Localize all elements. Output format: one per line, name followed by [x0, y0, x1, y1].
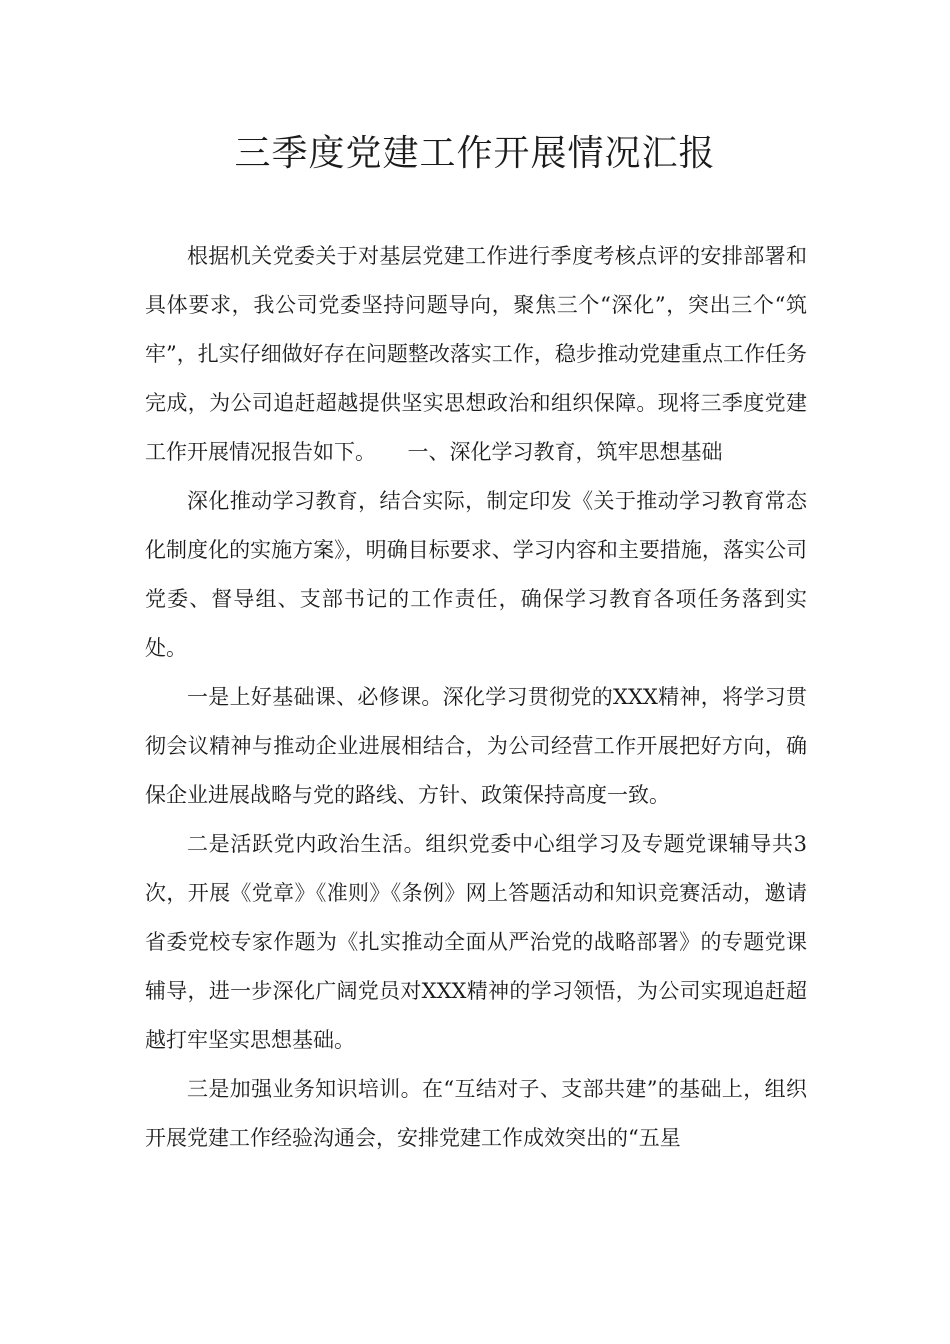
paragraph-point-two: 二是活跃党内政治生活。组织党委中心组学习及专题党课辅导共3次，开展《党章》《准则》《条例》网上答题活动和知识竞赛活动，邀请省委党校专家作题为《扎实推动全面从严治党的战略部署》的专题党课辅导，进一步深化广阔党员对XXX精神的学习领悟，为公司实现追赶超越打牢坚实思想基础。	[145, 832, 807, 1052]
document-body	[145, 232, 807, 1163]
paragraph-intro: 根据机关党委关于对基层党建工作进行季度考核点评的安排部署和具体要求，我公司党委坚持问题导向，聚焦三个“深化”，突出三个“筑牢”，扎实仔细做好存在问题整改落实工作，稳步推动党建重点工作任务完成，为公司追赶超越提供坚实思想政治和组织保障。现将三季度党建工作开展情况报告如下。 一、深化学习教育，筑牢思想基础	[145, 244, 807, 464]
document-title: 三季度党建工作开展情况汇报	[234, 133, 716, 174]
paragraph-study-education: 深化推动学习教育，结合实际，制定印发《关于推动学习教育常态化制度化的实施方案》，明确目标要求、学习内容和主要措施，落实公司党委、督导组、支部书记的工作责任，确保学习教育各项任务落到实处。	[145, 489, 807, 660]
paragraph-point-one: 一是上好基础课、必修课。深化学习贯彻党的XXX精神，将学习贯彻会议精神与推动企业进展相结合，为公司经营工作开展把好方向，确保企业进展战略与党的路线、方针、政策保持高度一致。	[145, 685, 807, 807]
paragraph-point-three: 三是加强业务知识培训。在“互结对子、支部共建”的基础上，组织开展党建工作经验沟通会，安排党建工作成效突出的“五星	[145, 1077, 807, 1150]
